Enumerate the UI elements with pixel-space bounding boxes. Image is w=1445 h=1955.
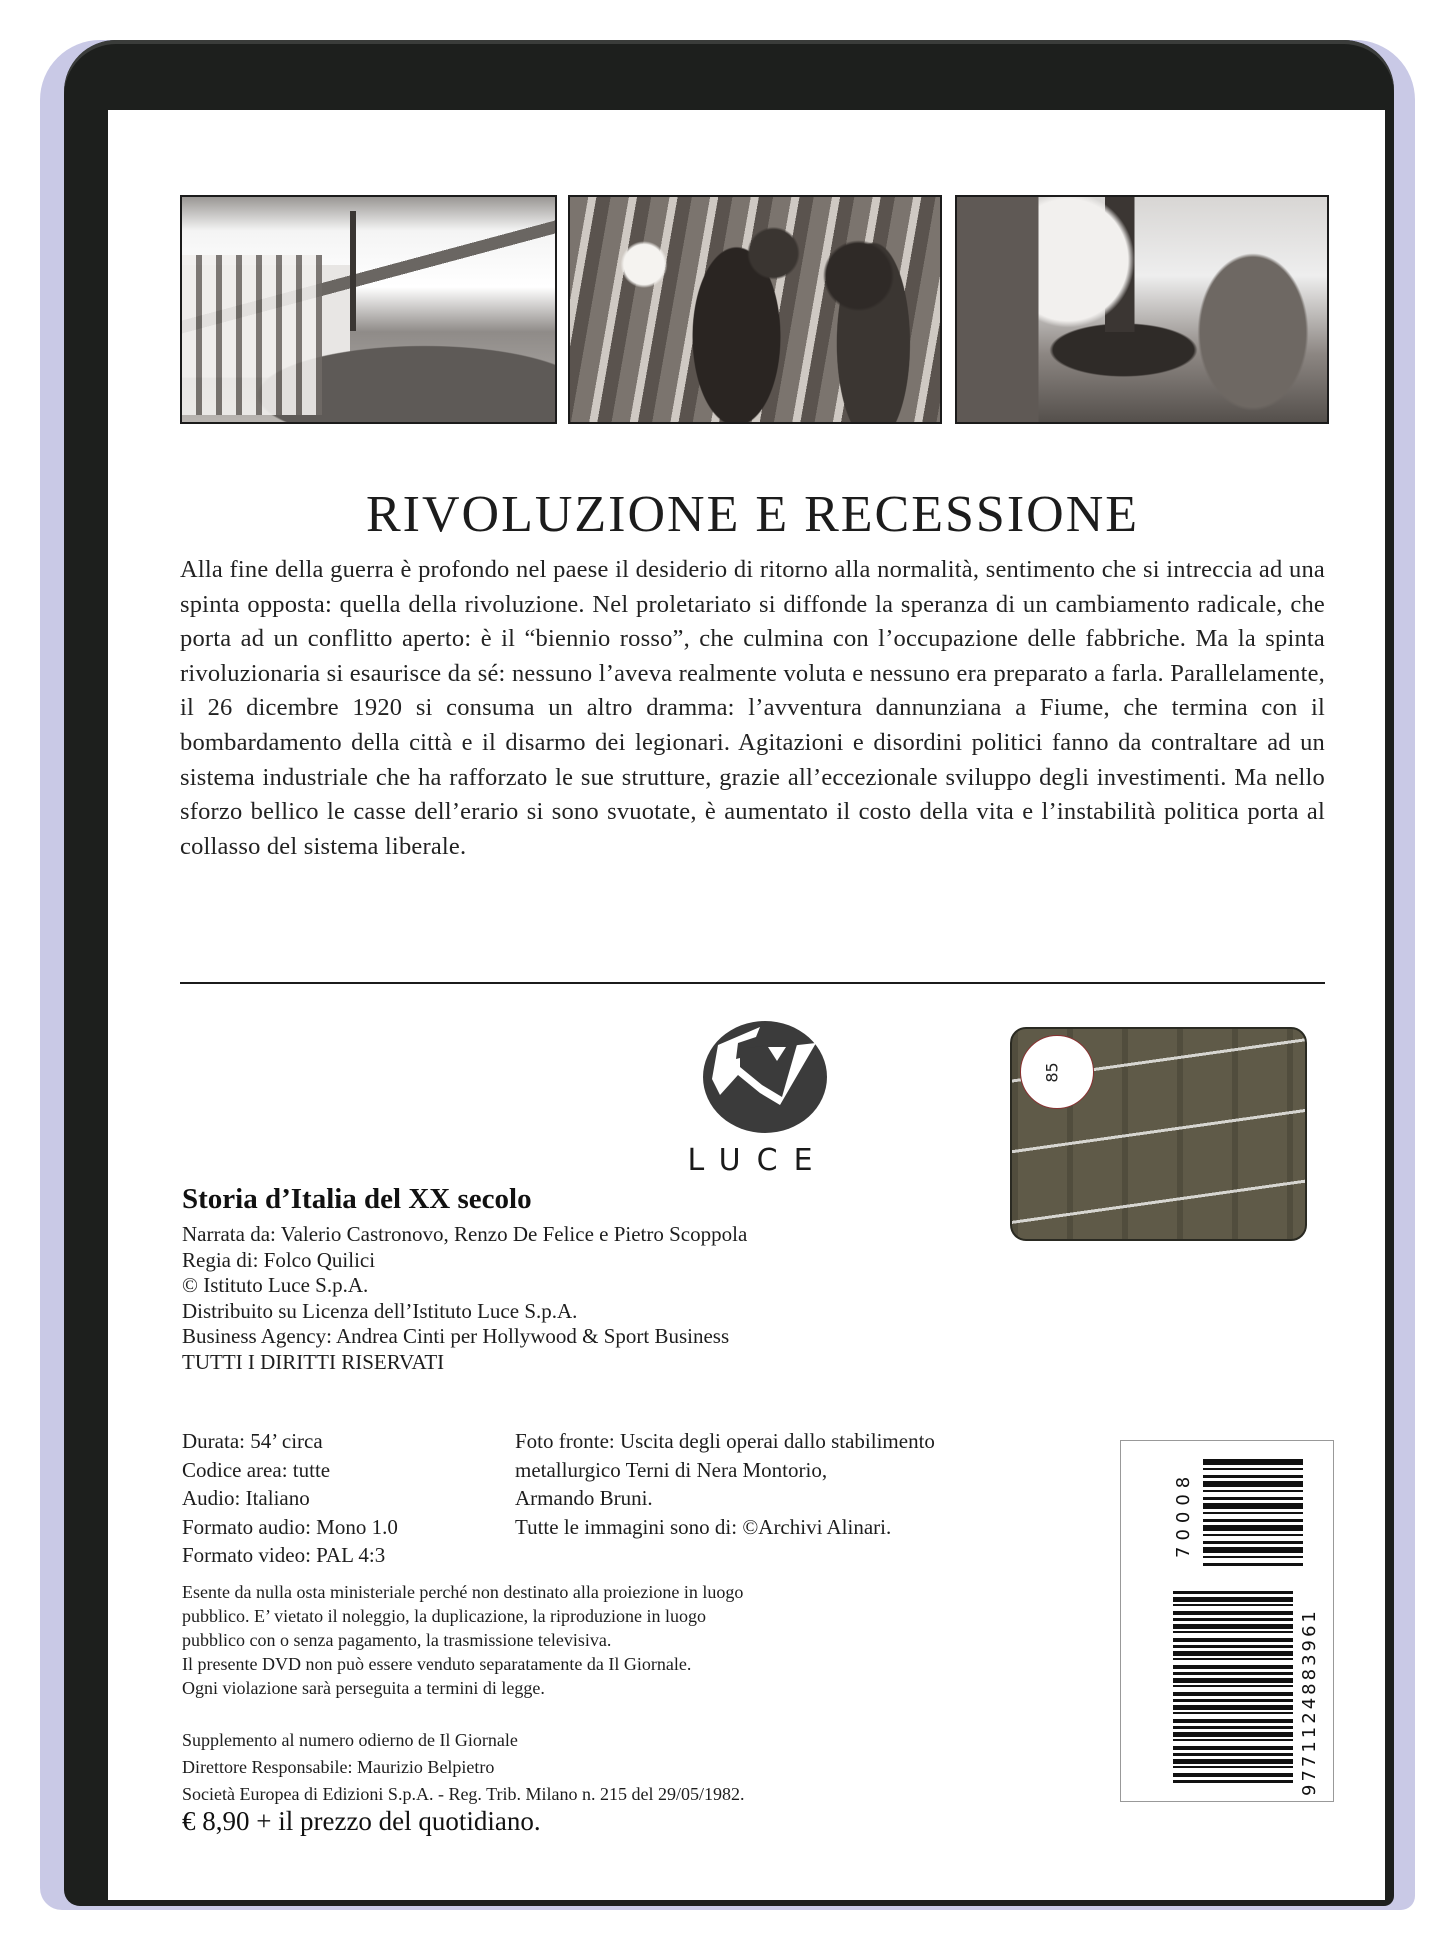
legal-line: pubblico con o senza pagamento, la trasmissione televisiva. [182, 1630, 612, 1650]
barcode-addon-bars-icon [1203, 1459, 1303, 1569]
publisher-info [182, 1727, 744, 1808]
siae-hologram-sticker [1010, 1027, 1307, 1241]
credit-line: Distribuito su Licenza dell’Istituto Luce S.p.A. [182, 1298, 578, 1323]
legal-line: Il presente DVD non può essere venduto separatamente da Il Giornale. [182, 1654, 692, 1674]
photo-credit-line: Armando Bruni. [515, 1486, 653, 1510]
luce-logo-icon [690, 1015, 840, 1135]
credit-line: © Istituto Luce S.p.A. [182, 1273, 369, 1297]
photo-credit-line: Tutte le immagini sono di: ©Archivi Alinari. [515, 1514, 892, 1539]
luce-logo-text: LUCE [687, 1143, 829, 1178]
legal-line: Esente da nulla osta ministeriale perché non destinato alla proiezione in luogo [182, 1582, 744, 1602]
tech-specs [182, 1427, 398, 1570]
credit-line: Business Agency: Andrea Cinti per Hollywood & Sport Business [182, 1324, 730, 1348]
barcode-main-digits: 9771124883961 [1299, 1608, 1320, 1796]
price-label: € 8,90 + il prezzo del quotidiano. [182, 1806, 541, 1836]
credit-line: TUTTI I DIRITTI RISERVATI [182, 1349, 445, 1374]
publisher-line: Direttore Responsabile: Maurizio Belpietro [182, 1757, 495, 1777]
barcode-main-bars-icon [1173, 1591, 1293, 1786]
legal-line: Ogni violazione sarà perseguita a termini di legge. [182, 1678, 545, 1698]
spec-line: Formato video: PAL 4:3 [182, 1543, 386, 1567]
photo-credits [515, 1427, 935, 1541]
sticker-number: 85 [1042, 1062, 1062, 1083]
legal-notice [182, 1580, 743, 1700]
photo-forge-workers [955, 195, 1329, 424]
barcode-addon-digits: 70008 [1173, 1470, 1194, 1558]
spec-line: Codice area: tutte [182, 1457, 331, 1482]
credits-block [182, 1222, 747, 1375]
photo-crowd-soldiers [568, 195, 942, 424]
credit-line: Regia di: Folco Quilici [182, 1247, 376, 1272]
episode-title: RIVOLUZIONE E RECESSIONE [365, 486, 1140, 543]
spec-line: Durata: 54’ circa [182, 1429, 323, 1453]
photo-factory [180, 195, 557, 424]
publisher-line: Società Europea di Edizioni S.p.A. - Reg. Trib. Milano n. 215 del 29/05/1982. [182, 1784, 745, 1804]
series-title: Storia d’Italia del XX secolo [182, 1183, 532, 1215]
legal-line: pubblico. E’ vietato il noleggio, la duplicazione, la riproduzione in luogo [182, 1606, 707, 1626]
photo-credit-line: metallurgico Terni di Nera Montorio, [515, 1457, 828, 1482]
spec-line: Audio: Italiano [182, 1486, 310, 1510]
synopsis-text: Alla fine della guerra è profondo nel paese il desiderio di ritorno alla normalità, sentimento che si intreccia ad una spinta opposta: quella della rivoluzione. Nel proletariato si diffonde la speranza di un cambiamento radicale, che porta ad un conflitto aperto: è il “biennio rosso”, che culmina con l’occupazione delle fabbriche. Ma la spinta rivoluzionaria si esaurisce da sé: nessuno l’aveva realmente voluta e nessuno era preparato a farla. Parallelamente, il 26 dicembre 1920 si consuma un altro dramma: l’avventura dannunziana a Fiume, che termina con il bombardamento della città e il disarmo dei legionari. Agitazioni e disordini politici fanno da contraltare ad un sistema industriale che ha rafforzato le sue strutture, grazie all’eccezionale sviluppo degli investimenti. Ma nello sforzo bellico le casse dell’erario si sono svuotate, è aumentato il costo della vita e l’instabilità politica porta al collasso del sistema liberale. [180, 556, 1325, 860]
divider-rule [180, 982, 1325, 984]
credit-line: Narrata da: Valerio Castronovo, Renzo De Felice e Pietro Scoppola [182, 1222, 748, 1246]
publisher-line: Supplemento al numero odierno de Il Giornale [182, 1730, 518, 1750]
spec-line: Formato audio: Mono 1.0 [182, 1514, 398, 1539]
photo-credit-line: Foto fronte: Uscita degli operai dallo stabilimento [515, 1429, 935, 1453]
barcode [1120, 1440, 1334, 1802]
